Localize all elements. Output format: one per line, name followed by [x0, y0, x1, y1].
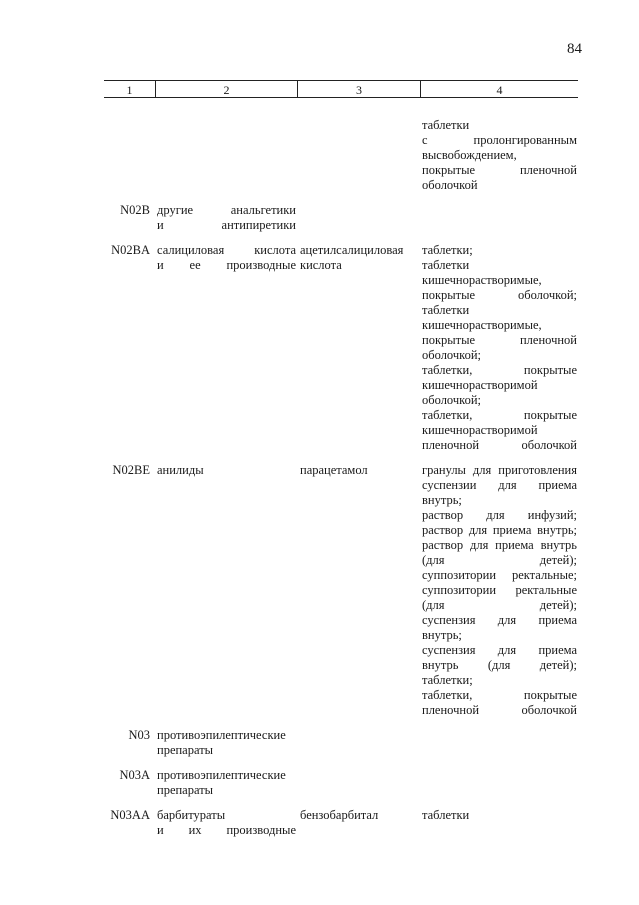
group-name-line: противоэпилептические: [157, 768, 286, 782]
dosage-forms-line: суспензия для приема: [422, 613, 577, 627]
drug-name-line: ацетилсалициловая: [300, 243, 404, 257]
group-name: [157, 768, 296, 798]
drug-name: [300, 243, 410, 273]
group-name-line: и антипиретики: [157, 218, 296, 232]
dosage-forms-line: суппозитории ректальные;: [422, 568, 577, 582]
dosage-forms-line: гранулы для приготовления: [422, 463, 577, 477]
dosage-forms-line: таблетки, покрытые: [422, 363, 577, 377]
dosage-forms-line: таблетки, покрытые: [422, 688, 577, 702]
dosage-forms-line: покрытые пленочной: [422, 163, 577, 177]
dosage-forms-line: высвобождением,: [422, 148, 517, 162]
group-name-line: препараты: [157, 783, 214, 797]
dosage-forms: [422, 243, 577, 453]
group-name-line: анилиды: [157, 463, 204, 477]
group-name-line: и их производные: [157, 823, 296, 837]
group-name-line: противоэпилептические: [157, 728, 286, 742]
dosage-forms-line: раствор для инфузий;: [422, 508, 577, 522]
drug-name-line: кислота: [300, 258, 342, 272]
dosage-forms-line: раствор для приема внутрь: [422, 538, 577, 552]
dosage-forms-line: кишечнорастворимые,: [422, 273, 542, 287]
dosage-forms-line: (для детей);: [422, 598, 577, 612]
drug-name: [300, 808, 410, 823]
dosage-forms-line: внутрь (для детей);: [422, 658, 577, 672]
dosage-forms-line: таблетки: [422, 303, 470, 317]
group-name: [157, 808, 296, 838]
dosage-forms-line: суспензии для приема: [422, 478, 577, 492]
dosage-forms-line: оболочкой: [422, 178, 478, 192]
dosage-forms-line: пленочной оболочкой: [422, 703, 577, 717]
group-name-line: салициловая кислота: [157, 243, 296, 257]
atc-code: N03A: [119, 768, 150, 782]
dosage-forms: [422, 118, 577, 193]
drug-name-line: парацетамол: [300, 463, 368, 477]
dosage-forms-line: суппозитории ректальные: [422, 583, 577, 597]
atc-code: N02BA: [111, 243, 150, 257]
group-name-line: и ее производные: [157, 258, 296, 272]
dosage-forms: [422, 463, 577, 718]
dosage-forms-line: кишечнорастворимой: [422, 423, 538, 437]
atc-code: N03: [128, 728, 150, 742]
dosage-forms-line: оболочкой;: [422, 393, 481, 407]
dosage-forms-line: таблетки: [422, 258, 470, 272]
group-name-line: препараты: [157, 743, 214, 757]
header-col-4: 4: [496, 83, 503, 97]
atc-code: N02B: [120, 203, 150, 217]
dosage-forms-line: кишечнорастворимой: [422, 378, 538, 392]
dosage-forms-line: таблетки: [422, 808, 470, 822]
atc-code: N03AA: [110, 808, 150, 822]
dosage-forms: [422, 808, 577, 823]
group-name: [157, 243, 296, 273]
dosage-forms-line: суспензия для приема: [422, 643, 577, 657]
drug-name: [300, 463, 410, 478]
dosage-forms-line: с пролонгированным: [422, 133, 577, 147]
dosage-forms-line: покрытые оболочкой;: [422, 288, 577, 302]
dosage-forms-line: оболочкой;: [422, 348, 481, 362]
header-col-2: 2: [223, 83, 230, 97]
dosage-forms-line: внутрь;: [422, 493, 462, 507]
atc-code: N02BE: [112, 463, 150, 477]
page-number: 84: [567, 41, 582, 57]
header-col-1: 1: [126, 83, 133, 97]
group-name: [157, 728, 296, 758]
dosage-forms-line: кишечнорастворимые,: [422, 318, 542, 332]
dosage-forms-line: раствор для приема внутрь;: [422, 523, 577, 537]
dosage-forms-line: (для детей);: [422, 553, 577, 567]
header-bottom-rule: [104, 97, 578, 98]
group-name-line: другие анальгетики: [157, 203, 296, 217]
group-name-line: барбитураты: [157, 808, 226, 822]
group-name: [157, 463, 296, 478]
header-col-3: 3: [356, 83, 362, 97]
dosage-forms-line: таблетки;: [422, 673, 473, 687]
dosage-forms-line: таблетки, покрытые: [422, 408, 577, 422]
header-top-rule: [104, 80, 578, 81]
drug-name-line: бензобарбитал: [300, 808, 379, 822]
dosage-forms-line: таблетки: [422, 118, 470, 132]
dosage-forms-line: внутрь;: [422, 628, 462, 642]
dosage-forms-line: пленочной оболочкой: [422, 438, 577, 452]
group-name: [157, 203, 296, 233]
dosage-forms-line: таблетки;: [422, 243, 473, 257]
dosage-forms-line: покрытые пленочной: [422, 333, 577, 347]
